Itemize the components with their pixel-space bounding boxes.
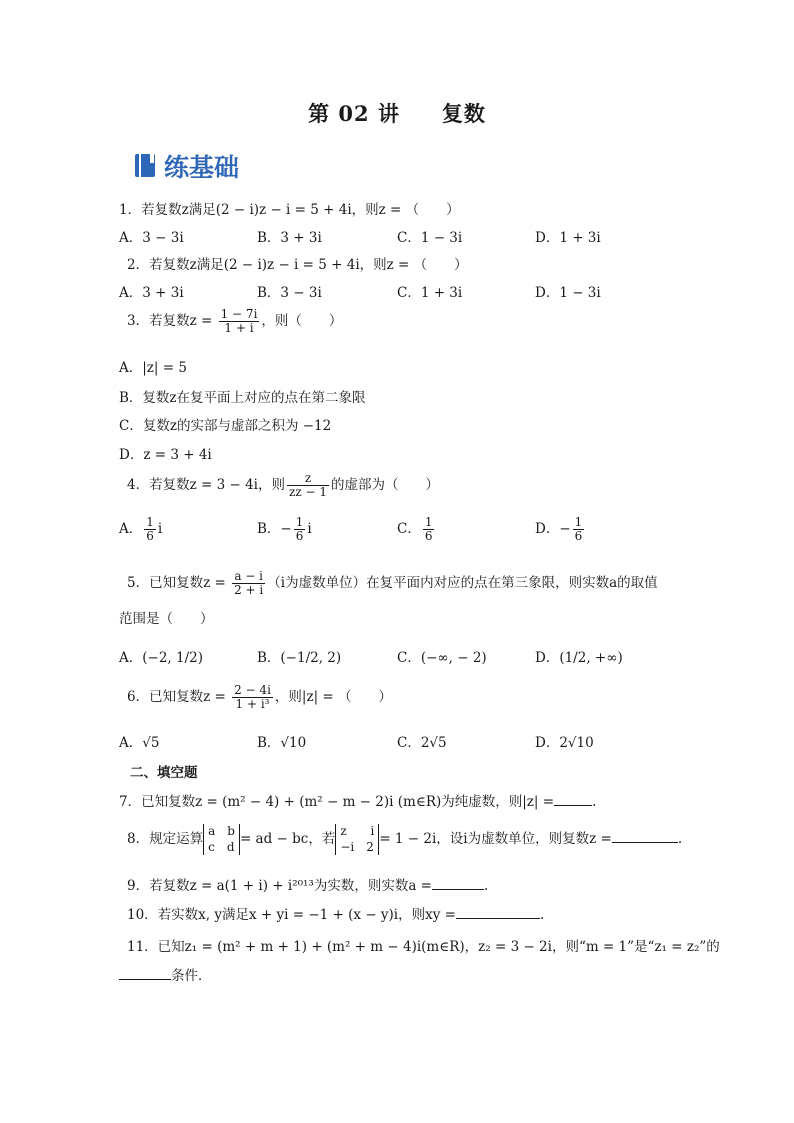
q4-numerator: z	[287, 472, 329, 486]
option-d	[535, 516, 586, 543]
option-b: B．(−1/2, 2)	[257, 650, 342, 666]
q3-fraction	[219, 308, 260, 335]
q5-fraction	[232, 570, 265, 597]
option-label: A．	[119, 521, 143, 538]
q3-numerator: 1 − 7i	[220, 307, 258, 321]
determinant-z	[335, 824, 379, 855]
q3-option-a: A．|z| = 5	[119, 360, 187, 376]
option-d: D．1 − 3i	[535, 285, 601, 301]
q8-mid: = ad − bc，若	[239, 831, 336, 848]
numerator: 1	[424, 515, 433, 529]
q6-fraction	[232, 684, 273, 711]
q7-text: 7．已知复数z = (m² − 4) + (m² − m − 2)i (m∈R)为纯虚数，则|z| =	[119, 794, 555, 810]
option-sign: −	[559, 521, 571, 538]
question-9	[127, 874, 488, 894]
q8-prefix: 8．规定运算	[127, 831, 204, 848]
q8-suffix: = 1 − 2i，设i为虚数单位，则复数z =	[379, 831, 612, 848]
q3-suffix: ，则（ ）	[261, 313, 343, 330]
q3-option-b: B．复数z在复平面上对应的点在第二象限	[119, 390, 366, 406]
option-c	[397, 516, 436, 543]
option-a	[119, 516, 162, 543]
denominator: 6	[146, 529, 154, 544]
q11-line-2	[119, 964, 212, 984]
question-3	[127, 308, 342, 335]
q4-prefix: 4．若复数z = 3 − 4i，则	[127, 477, 285, 494]
q5-numerator: a − i	[232, 570, 265, 584]
question-1: 1．若复数z满足(2 − i)z − i = 5 + 4i，则z = （ ）	[119, 202, 460, 218]
option-b	[257, 516, 312, 543]
option-d: D．(1/2, +∞)	[535, 650, 623, 666]
q10-text: 10．若实数x, y满足x + yi = −1 + (x − y)i，则xy =	[127, 907, 456, 923]
denominator: 6	[295, 529, 304, 544]
q11-tail: 条件．	[171, 968, 212, 984]
det-row: c d	[208, 839, 235, 854]
q6-prefix: 6．已知复数z =	[127, 689, 231, 706]
option-a: A．3 − 3i	[119, 230, 184, 246]
section-header	[134, 148, 239, 184]
fill-in-section-heading: 二、填空题	[130, 765, 198, 781]
option-a: A．(−2, 1/2)	[119, 650, 203, 666]
determinant-abcd	[203, 824, 240, 855]
answer-blank[interactable]	[456, 906, 540, 919]
option-fraction	[294, 516, 306, 543]
q9-text: 9．若复数z = a(1 + i) + i²⁰¹³为实数，则实数a =	[127, 878, 432, 894]
option-fraction	[144, 516, 156, 543]
q5-denominator: 2 + i	[234, 583, 264, 598]
answer-blank[interactable]	[554, 793, 592, 806]
option-tail: i	[307, 521, 312, 538]
q6-denominator: 1 + i³	[235, 697, 270, 712]
option-c: C．1 + 3i	[397, 285, 463, 301]
option-c: C．(−∞, − 2)	[397, 650, 487, 666]
q9-end: .	[484, 878, 489, 894]
option-label: B．	[257, 521, 281, 538]
question-7	[119, 790, 596, 810]
q10-end: .	[539, 907, 545, 923]
q3-option-c: C．复数z的实部与虚部之积为 −12	[119, 418, 332, 434]
lecture-number: 第 02 讲	[308, 101, 400, 126]
det-row: z i	[340, 824, 375, 838]
numerator: 1	[146, 515, 154, 529]
q4-denominator: zz − 1	[289, 485, 327, 500]
q4-suffix: 的虚部为（ ）	[330, 477, 439, 494]
question-6	[127, 684, 392, 711]
numerator: 1	[295, 515, 304, 529]
question-11: 11．已知z₁ = (m² + m + 1) + (m² + m − 4)i(m∈R)，z₂ = 3 − 2i，则“m = 1”是“z₁ = z₂”的	[127, 939, 720, 955]
question-10	[127, 903, 544, 923]
option-a: A．3 + 3i	[119, 285, 184, 301]
denominator: 6	[574, 529, 583, 544]
option-tail: i	[157, 521, 163, 538]
det-row: a b	[208, 824, 235, 838]
q4-fraction	[287, 472, 329, 499]
q3-denominator: 1 + i	[224, 321, 254, 336]
option-fraction	[423, 516, 435, 543]
option-b: B．√10	[257, 735, 307, 751]
option-label: D．	[535, 521, 560, 538]
answer-blank[interactable]	[612, 830, 678, 843]
denominator: 6	[424, 529, 433, 544]
question-8	[127, 824, 682, 855]
answer-blank[interactable]	[119, 967, 171, 980]
q6-suffix: ，则|z| = （ ）	[274, 689, 393, 706]
option-c: C．1 − 3i	[397, 230, 463, 246]
q5-prefix: 5．已知复数z =	[127, 575, 231, 592]
q5-line-2: 范围是（ ）	[119, 611, 214, 627]
q7-end: .	[592, 794, 597, 810]
book-icon	[134, 153, 158, 179]
question-4	[127, 472, 439, 499]
q3-option-d: D．z = 3 + 4i	[119, 447, 212, 463]
option-a: A．√5	[119, 735, 160, 751]
lecture-topic: 复数	[441, 101, 486, 126]
question-2: 2．若复数z满足(2 − i)z − i = 5 + 4i，则z = （ ）	[127, 257, 468, 273]
option-b: B．3 + 3i	[257, 230, 322, 246]
page-title	[0, 98, 794, 128]
q5-suffix: （i为虚数单位）在复平面内对应的点在第三象限，则实数a的取值	[267, 575, 658, 592]
option-d: D．2√10	[535, 735, 594, 751]
option-b: B．3 − 3i	[257, 285, 322, 301]
q6-numerator: 2 − 4i	[234, 683, 271, 697]
question-5	[127, 570, 658, 597]
det-row: −i 2	[340, 839, 374, 854]
q8-end: .	[677, 831, 683, 848]
option-d: D．1 + 3i	[535, 230, 601, 246]
q3-prefix: 3．若复数z =	[127, 313, 217, 330]
option-fraction	[573, 516, 585, 543]
answer-blank[interactable]	[432, 877, 484, 890]
option-c: C．2√5	[397, 735, 447, 751]
section-label: 练基础	[164, 153, 240, 182]
numerator: 1	[574, 515, 583, 529]
option-label: C．	[397, 521, 421, 538]
option-sign: −	[280, 521, 292, 538]
